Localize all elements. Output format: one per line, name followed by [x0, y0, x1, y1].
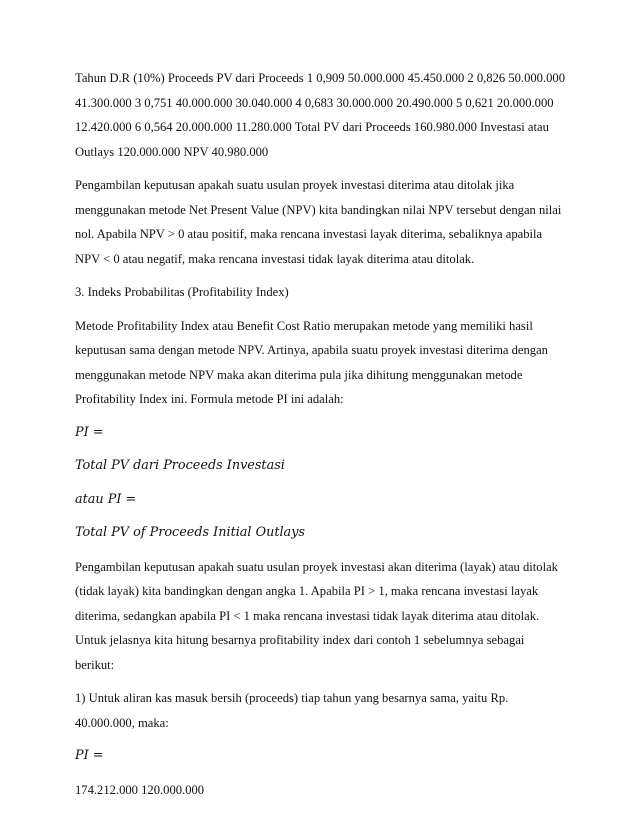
- text-line: 12.420.000 6 0,564 20.000.000 11.280.000 Total PV dari Proceeds 160.980.000 Investasi atau: [75, 120, 549, 134]
- text-line: Pengambilan keputusan apakah suatu usulan proyek investasi akan diterima (layak) atau ditolak: [75, 559, 558, 574]
- text-line: Metode Profitability Index atau Benefit Cost Ratio merupakan metode yang memiliki hasil: [75, 318, 533, 333]
- text-line: keputusan sama dengan metode NPV. Artinya, apabila suatu proyek investasi diterima dengan: [75, 343, 548, 357]
- pi-decision-paragraph: [75, 555, 575, 678]
- text-line: Pengambilan keputusan apakah suatu usulan proyek investasi diterima atau ditolak jika: [75, 178, 515, 192]
- text-line: 1) Untuk aliran kas masuk bersih (proceeds) tiap tahun yang besarnya sama, yaitu Rp.: [75, 691, 509, 705]
- formula-pi: PI =: [75, 424, 104, 440]
- formula-pi-alt: atau PI =: [75, 491, 137, 507]
- text-line: (tidak layak) kita bandingkan dengan angka 1. Apabila PI > 1, maka rencana investasi layak: [75, 584, 539, 598]
- text-line: nol. Apabila NPV > 0 atau positif, maka rencana investasi layak diterima, sebaliknya apabila: [75, 227, 543, 241]
- formula-pi-alt-term: Total PV of Proceeds Initial Outlays: [75, 525, 305, 540]
- calculation-values: 174.212.000 120.000.000: [75, 782, 205, 797]
- example-paragraph: [75, 686, 575, 735]
- section-heading: 3. Indeks Probabilitas (Profitability Index): [75, 285, 289, 299]
- text-line: berikut:: [75, 657, 115, 672]
- formula-pi-example: PI =: [75, 748, 104, 763]
- text-line: menggunakan metode NPV maka akan diterima pula jika dihitung menggunakan metode: [75, 367, 523, 382]
- text-line: Profitability Index ini. Formula metode PI ini adalah:: [75, 392, 344, 406]
- npv-decision-paragraph: [75, 173, 575, 271]
- text-line: Untuk jelasnya kita hitung besarnya profitability index dari contoh 1 sebelumnya sebagai: [75, 633, 525, 647]
- text-line: 40.000.000, maka:: [75, 715, 169, 730]
- text-line: diterima, sedangkan apabila PI < 1 maka rencana investasi tidak layak diterima atau ditolak.: [75, 608, 540, 623]
- text-line: 41.300.000 3 0,751 40.000.000 30.040.000 4 0,683 30.000.000 20.490.000 5 0,621 20.000.000: [75, 95, 554, 110]
- text-line: Tahun D.R (10%) Proceeds PV dari Proceeds 1 0,909 50.000.000 45.450.000 2 0,826 50.000.000: [75, 71, 565, 85]
- text-line: NPV < 0 atau negatif, maka rencana investasi tidak layak diterima atau ditolak.: [75, 251, 475, 266]
- text-line: menggunakan metode Net Present Value (NPV) kita bandingkan nilai NPV tersebut dengan nilai: [75, 202, 562, 217]
- text-line: Outlays 120.000.000 NPV 40.980.000: [75, 144, 269, 159]
- pi-intro-paragraph: [75, 314, 575, 412]
- formula-pi-term: Total PV dari Proceeds Investasi: [75, 458, 285, 473]
- table-text-paragraph: [75, 66, 575, 164]
- document-page: [75, 66, 575, 811]
